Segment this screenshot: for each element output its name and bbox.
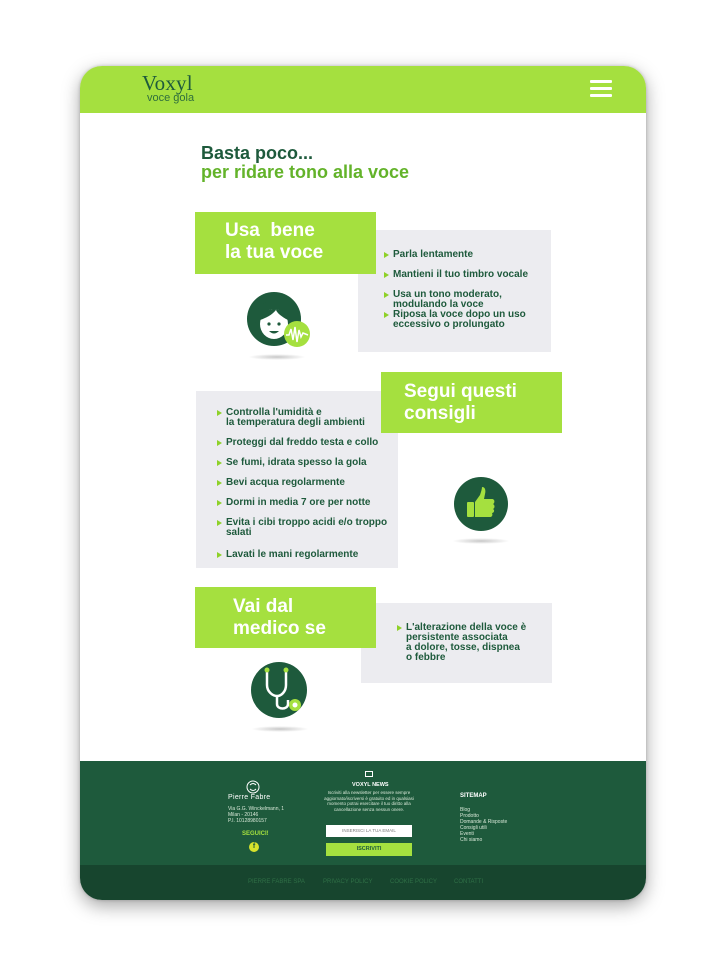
footer-link-privacy[interactable]: PRIVACY POLICY bbox=[323, 879, 373, 885]
newsletter-title: VOXYL NEWS bbox=[352, 782, 389, 788]
list-item: Mantieni il tuo timbro vocale bbox=[384, 270, 544, 280]
footer-link-pierre-fabre[interactable]: PIERRE FABRE SPA bbox=[248, 879, 305, 885]
tips-panel-voice-use bbox=[358, 230, 551, 352]
sitemap-link-faq[interactable]: Domande & Risposte bbox=[460, 819, 508, 825]
sitemap-link-consigli[interactable]: Consigli utili bbox=[460, 825, 487, 831]
list-item: Dormi in media 7 ore per notte bbox=[217, 498, 393, 508]
footer-brand: Pierre Fabre bbox=[228, 794, 271, 801]
thumbs-up-icon bbox=[453, 476, 509, 537]
speaking-face-icon bbox=[246, 290, 312, 357]
sitemap-title: SITEMAP bbox=[460, 793, 487, 799]
list-item: Bevi acqua regolarmente bbox=[217, 478, 393, 488]
page-frame bbox=[80, 66, 646, 900]
footer-link-contatti[interactable]: CONTATTI bbox=[454, 879, 484, 885]
section-label-voice-use bbox=[195, 212, 376, 274]
page-title-line-1: Basta poco... bbox=[201, 143, 314, 163]
facebook-icon[interactable]: f bbox=[249, 842, 259, 852]
section-label-line: Usa bene bbox=[225, 220, 315, 241]
tips-panel-advice bbox=[196, 391, 398, 568]
section-label-line: Vai dal bbox=[233, 596, 294, 617]
logo-name: Voxyl bbox=[142, 71, 193, 95]
stethoscope-icon bbox=[250, 661, 308, 724]
list-item: Se fumi, idrata spesso la gola bbox=[217, 458, 393, 468]
section-label-line: Segui questi bbox=[404, 381, 517, 402]
list-item: Evita i cibi troppo acidi e/o troppo salati bbox=[217, 518, 393, 538]
list-item: Usa un tono moderato, modulando la voce bbox=[384, 290, 544, 310]
sitemap-link-blog[interactable]: Blog bbox=[460, 807, 471, 813]
footer-address-line: P.I. 10128980157 bbox=[228, 818, 267, 824]
subscribe-button[interactable]: ISCRIVITI bbox=[326, 843, 412, 856]
section-label-line: consigli bbox=[404, 403, 476, 424]
sitemap-link-prodotto[interactable]: Prodotto bbox=[460, 813, 479, 819]
sitemap-link-eventi[interactable]: Eventi bbox=[460, 831, 474, 837]
section-label-advice bbox=[381, 372, 562, 433]
list-item: Controlla l'umidità e la temperatura degli ambienti bbox=[217, 408, 393, 428]
newsletter-text: Iscriviti alla newsletter per essere sempre aggiornato/iscriversi è gratuito ed in qualsiasi momento potrai esercitare il tuo diritto alla cancellazione senza nessun onere. bbox=[324, 790, 414, 812]
follow-label: SEGUICI! bbox=[242, 831, 269, 837]
site-header bbox=[80, 66, 646, 113]
list-item: Lavati le mani regolarmente bbox=[217, 550, 393, 560]
voxyl-logo[interactable] bbox=[142, 73, 194, 104]
section-label-line: medico se bbox=[233, 618, 326, 639]
list-item: Proteggi dal freddo testa e collo bbox=[217, 438, 393, 448]
page-title-line-2: per ridare tono alla voce bbox=[201, 162, 410, 182]
list-item: L'alterazione della voce è persistente associata a dolore, tosse, dispnea o febbre bbox=[397, 623, 547, 663]
hamburger-menu-icon[interactable] bbox=[590, 80, 612, 98]
list-item: Riposa la voce dopo un uso eccessivo o prolungato bbox=[384, 310, 544, 330]
sitemap-link-chi-siamo[interactable]: Chi siamo bbox=[460, 837, 483, 843]
footer-address-line: Via G.G. Winckelmann, 1 bbox=[228, 806, 285, 812]
section-label-line: la tua voce bbox=[225, 242, 324, 263]
logo-subtitle: voce gola bbox=[147, 92, 195, 104]
newsletter-email-input[interactable]: INSERISCI LA TUA EMAIL bbox=[326, 825, 412, 837]
page-title bbox=[201, 144, 409, 182]
tips-panel-doctor bbox=[361, 603, 552, 683]
footer-address-line: Milan - 20146 bbox=[228, 812, 259, 818]
mail-icon bbox=[365, 771, 373, 777]
section-label-doctor bbox=[195, 587, 376, 648]
list-item: Parla lentamente bbox=[384, 250, 544, 260]
footer-link-cookie[interactable]: COOKIE POLICY bbox=[390, 879, 438, 885]
pierre-fabre-logo-icon bbox=[246, 780, 260, 794]
